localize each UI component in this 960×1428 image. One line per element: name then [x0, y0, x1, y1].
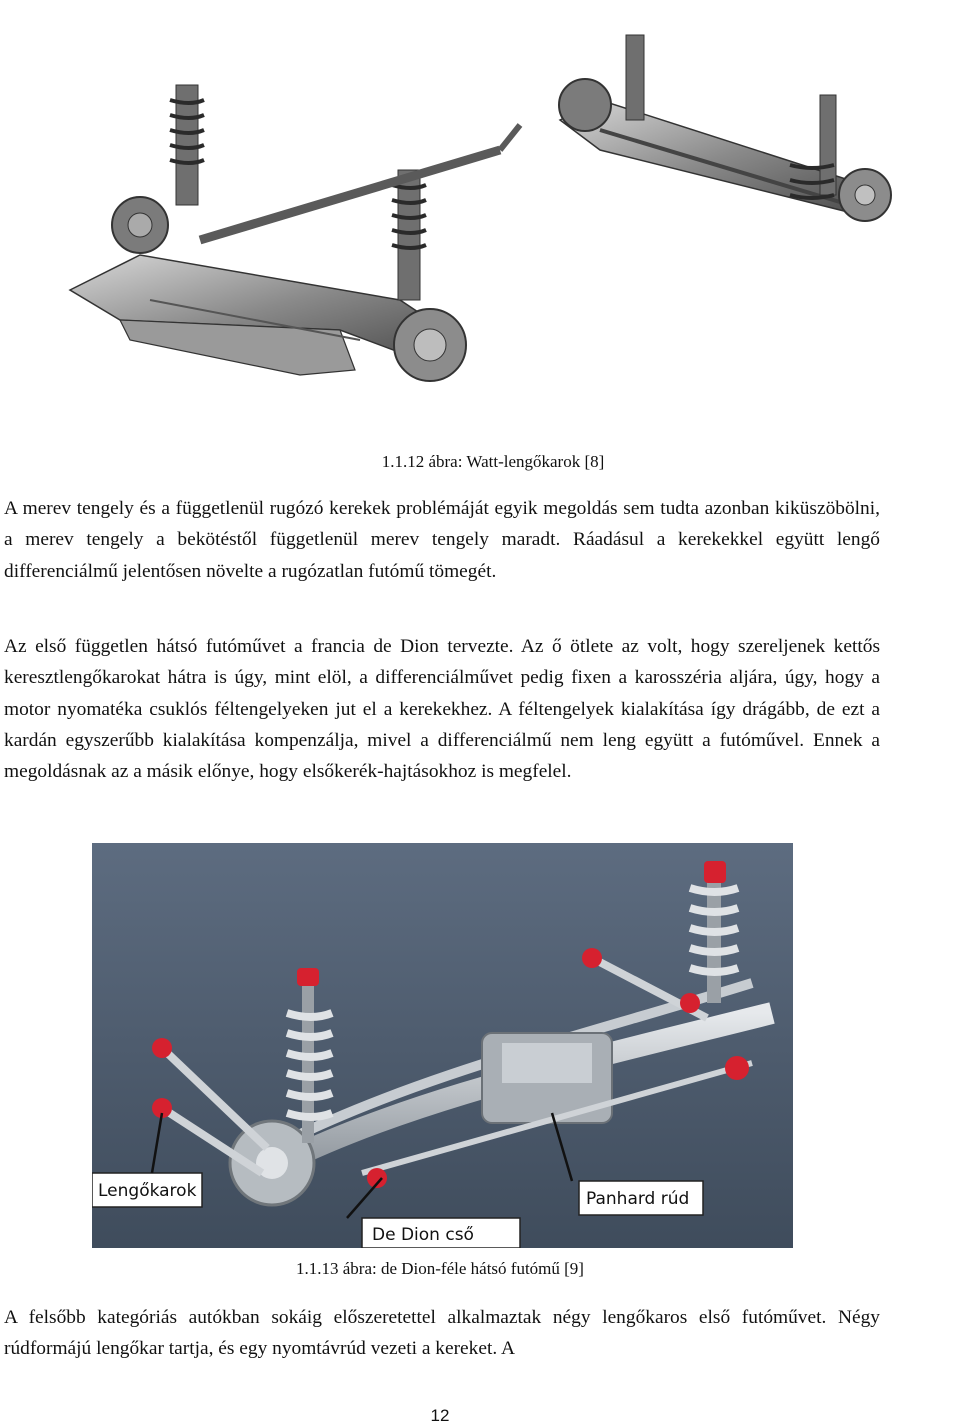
de-dion-figure [92, 843, 793, 1248]
watt-linkage-figure [0, 0, 960, 440]
front-subframe [70, 85, 520, 381]
page-number: 12 [430, 1406, 450, 1425]
figure-2-caption: 1.1.13 ábra: de Dion-féle hátsó futómű [9] [296, 1259, 584, 1278]
rear-axle [559, 35, 891, 221]
paragraph-1: A merev tengely és a függetlenül rugózó kerekek problémáját egyik megoldás sem tudta azonban kiküszöbölni, a merev tengely a bekötéstől függetlenül merev tengely maradt. Ráadásul a kerekekkel együtt lengő differenciálmű jelentősen növelte a rugózatlan futómű tömegét. [4, 498, 880, 582]
label-panhard-text: Panhard rúd [586, 1189, 690, 1209]
figure-1-caption: 1.1.12 ábra: Watt-lengőkarok [8] [381, 452, 605, 471]
paragraph-2: Az első független hátsó futóművet a francia de Dion tervezte. Az ő ötlete az volt, hogy szereljenek kettős keresztlengőkarokat hátra is úgy, mint elöl, a differenciálművet pedig fixen a karosszéria aljára, úgy, hogy a motor nyomatéka csuklós féltengelyeken jut el a kerekekhez. A féltengelyek kialakítása így drágább, de ezt a kardán egyszerűbb kialakítása kompenzálja, mivel a differenciálmű nem leng együtt a futóművel. Ennek a megoldásnak az a másik előnye, hogy elsőkerék-hajtásokhoz is megfelel. [4, 636, 880, 783]
label-dedion-text: De Dion cső [372, 1225, 474, 1245]
label-lengokarok-text: Lengőkarok [98, 1181, 197, 1201]
paragraph-3: A felsőbb kategóriás autókban sokáig előszeretettel alkalmaztak négy lengőkaros első futóművet. Négy rúdformájú lengőkar tartja, és egy nyomtávrúd vezeti a kereket. A [4, 1307, 880, 1360]
